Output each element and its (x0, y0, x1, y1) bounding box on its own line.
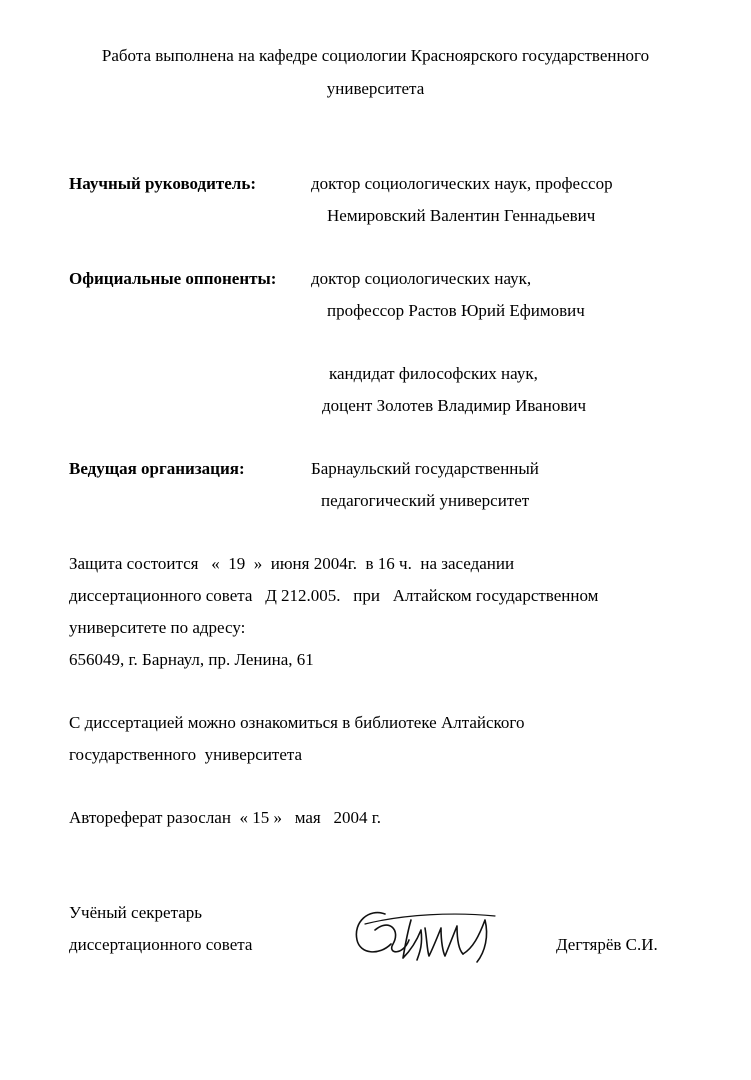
secretary-name: Дегтярёв С.И. (556, 935, 658, 954)
opponent-1-line-2: профессор Растов Юрий Ефимович (327, 301, 585, 320)
leading-org-label: Ведущая организация: (69, 459, 245, 478)
mailing-date: Автореферат разослан « 15 » мая 2004 г. (69, 808, 382, 827)
secretary-title-line-1: Учёный секретарь (69, 903, 203, 922)
supervisor-line-2: Немировский Валентин Геннадьевич (327, 206, 596, 225)
header-line-1: Работа выполнена на кафедре социологии Красноярского государственного (101, 46, 650, 65)
supervisor-line-1: доктор социологических наук, профессор (311, 174, 613, 193)
secretary-title-line-2: диссертационного совета (69, 935, 253, 954)
opponents-label: Официальные оппоненты: (69, 269, 277, 288)
defense-line-3: университете по адресу: (69, 618, 246, 637)
library-line-2: государственного университета (69, 745, 303, 764)
defense-address: 656049, г. Барнаул, пр. Ленина, 61 (69, 650, 314, 669)
supervisor-label: Научный руководитель: (69, 174, 256, 193)
opponent-2-line-1: кандидат философских наук, (329, 364, 538, 383)
signature-image (345, 900, 505, 966)
defense-line-2: диссертационного совета Д 212.005. при Алтайском государственном (69, 586, 599, 605)
library-line-1: С диссертацией можно ознакомиться в библиотеке Алтайского (69, 713, 525, 732)
opponent-2-line-2: доцент Золотев Владимир Иванович (322, 396, 586, 415)
leading-org-line-1: Барнаульский государственный (311, 459, 539, 478)
leading-org-line-2: педагогический университет (321, 491, 530, 510)
defense-line-1: Защита состоится « 19 » июня 2004г. в 16 ч. на заседании (69, 554, 515, 573)
header-line-2: университета (326, 79, 425, 98)
opponent-1-line-1: доктор социологических наук, (311, 269, 532, 288)
